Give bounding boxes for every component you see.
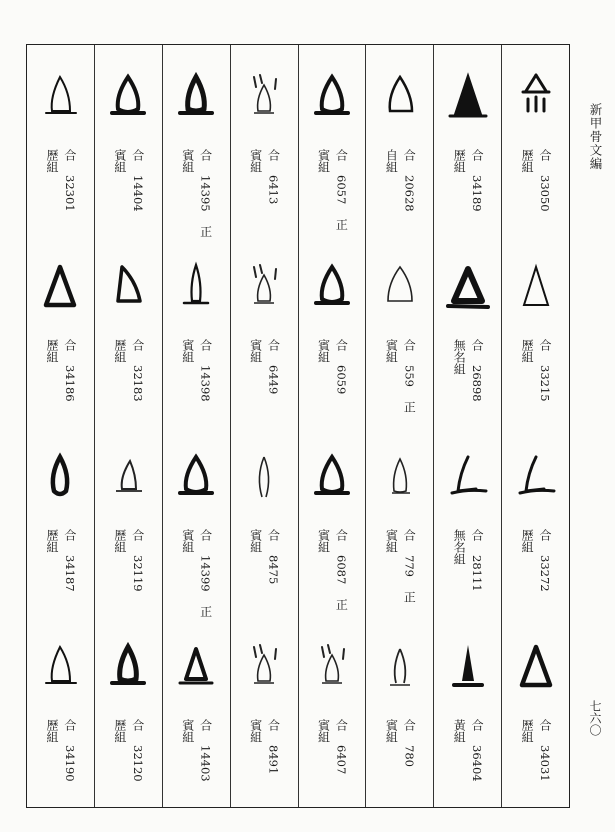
source-reference (267, 149, 280, 204)
source-number: 14398 (198, 365, 213, 402)
source-number: 34186 (62, 365, 77, 402)
source-prefix: 合 (198, 149, 213, 161)
oracle-glyph-icon (242, 71, 286, 123)
source-reference (199, 719, 212, 782)
source-number: 36404 (470, 745, 485, 782)
source-prefix: 合 (62, 339, 77, 351)
oracle-glyph-icon (106, 641, 150, 693)
source-prefix: 合 (470, 719, 485, 731)
source-reference (335, 339, 348, 394)
source-prefix: 合 (266, 719, 281, 731)
table-column (94, 45, 162, 807)
source-prefix: 合 (130, 339, 145, 351)
glyph-entry (163, 239, 230, 429)
oracle-glyph-icon (106, 451, 150, 503)
group-label: 賓組 (112, 149, 127, 173)
source-prefix: 合 (538, 339, 552, 351)
glyph-entry (27, 239, 94, 429)
source-prefix: 合 (470, 149, 485, 161)
group-label: 賓組 (248, 529, 263, 553)
oracle-glyph-icon (514, 261, 558, 313)
group-label: 賓組 (316, 339, 331, 363)
source-prefix: 合 (402, 529, 417, 541)
oracle-glyph-icon (378, 71, 422, 123)
table-column (27, 45, 94, 807)
glyph-entry (366, 49, 433, 239)
group-label: 歷組 (45, 529, 59, 553)
glyph-entry (502, 49, 569, 239)
group-label: 賓組 (384, 529, 399, 553)
group-label: 歷組 (45, 149, 59, 173)
source-number: 14395 (198, 175, 213, 212)
source-prefix: 合 (198, 719, 213, 731)
source-prefix: 合 (402, 149, 417, 161)
source-prefix: 合 (130, 529, 145, 541)
book-title: 新甲骨文編 (588, 103, 603, 171)
glyph-entry (299, 429, 366, 619)
oracle-glyph-icon (38, 261, 82, 313)
source-reference (131, 149, 144, 212)
glyph-entry (163, 49, 230, 239)
table-column (433, 45, 501, 807)
source-number: 6087 (334, 555, 349, 585)
glyph-entry (502, 619, 569, 809)
source-prefix: 合 (470, 529, 485, 541)
glyph-entry (299, 619, 366, 809)
source-number: 34189 (470, 175, 485, 212)
source-number: 6059 (334, 365, 349, 395)
group-label: 歷組 (452, 149, 467, 173)
source-number: 32301 (62, 175, 77, 212)
oracle-glyph-icon (446, 641, 490, 693)
source-suffix: 正 (334, 218, 349, 231)
source-number: 779 (402, 555, 417, 577)
glyph-entry (434, 619, 501, 809)
glyph-entry (434, 49, 501, 239)
source-reference (471, 149, 484, 212)
source-prefix: 合 (538, 149, 552, 161)
source-reference (335, 149, 348, 230)
glyph-entry (95, 619, 162, 809)
group-label: 歷組 (520, 339, 535, 363)
source-number: 780 (402, 745, 417, 767)
source-suffix: 正 (402, 590, 417, 603)
glyph-entry (299, 239, 366, 429)
oracle-glyph-icon (242, 641, 286, 693)
glyph-entry (366, 239, 433, 429)
source-reference (471, 339, 484, 402)
source-number: 14399 (198, 555, 213, 592)
source-reference (335, 529, 348, 610)
source-number: 33272 (538, 555, 552, 592)
source-number: 6057 (334, 175, 349, 205)
group-label: 歷組 (45, 719, 59, 743)
source-reference (63, 529, 76, 592)
oracle-glyph-icon (106, 261, 150, 313)
source-number: 26898 (470, 365, 485, 402)
source-number: 32183 (130, 365, 145, 402)
source-prefix: 合 (334, 719, 349, 731)
source-reference (199, 149, 212, 238)
glyph-entry (434, 239, 501, 429)
source-prefix: 合 (538, 529, 552, 541)
oracle-glyph-icon (514, 71, 558, 123)
source-reference (199, 529, 212, 618)
glyph-entry (163, 429, 230, 619)
source-reference (267, 529, 280, 584)
source-suffix: 正 (402, 400, 417, 413)
source-reference (403, 529, 416, 603)
group-label: 歷組 (112, 529, 127, 553)
source-prefix: 合 (334, 529, 349, 541)
group-label: 黃組 (452, 719, 467, 743)
source-prefix: 合 (266, 149, 281, 161)
oracle-glyph-icon (310, 451, 354, 503)
source-reference (63, 149, 76, 212)
oracle-glyph-icon (106, 71, 150, 123)
group-label: 無名組 (452, 339, 467, 375)
source-number: 6449 (266, 365, 281, 395)
group-label: 無名組 (452, 529, 467, 565)
page-number: 七六〇 (588, 700, 602, 736)
glyph-entry (299, 49, 366, 239)
glyph-entry (27, 429, 94, 619)
oracle-glyph-icon (310, 641, 354, 693)
group-label: 賓組 (316, 529, 331, 553)
source-number: 559 (402, 365, 417, 387)
source-number: 6407 (334, 745, 349, 775)
source-number: 20628 (402, 175, 417, 212)
group-label: 歷組 (520, 529, 535, 553)
group-label: 賓組 (384, 339, 399, 363)
source-prefix: 合 (130, 719, 145, 731)
source-number: 34187 (62, 555, 77, 592)
source-reference (403, 339, 416, 413)
source-prefix: 合 (62, 719, 77, 731)
group-label: 賓組 (180, 149, 195, 173)
source-number: 8475 (266, 555, 281, 585)
source-reference (335, 719, 348, 774)
oracle-glyph-icon (174, 261, 218, 313)
source-prefix: 合 (402, 719, 417, 731)
source-number: 28111 (470, 555, 485, 592)
glyph-entry (163, 619, 230, 809)
source-number: 14404 (130, 175, 145, 212)
source-number: 32120 (130, 745, 145, 782)
glyph-table (26, 44, 570, 808)
source-reference (267, 339, 280, 394)
glyph-entry (95, 429, 162, 619)
oracle-glyph-icon (38, 451, 82, 503)
oracle-glyph-icon (310, 71, 354, 123)
source-prefix: 合 (402, 339, 417, 351)
table-column (162, 45, 230, 807)
glyph-entry (95, 239, 162, 429)
group-label: 賓組 (316, 719, 331, 743)
glyph-entry (502, 429, 569, 619)
source-reference (539, 149, 552, 212)
source-prefix: 合 (470, 339, 485, 351)
source-suffix: 正 (334, 598, 349, 611)
source-number: 8491 (266, 745, 281, 775)
source-reference (471, 719, 484, 782)
source-number: 32119 (130, 555, 145, 592)
group-label: 賓組 (384, 719, 399, 743)
glyph-entry (231, 619, 298, 809)
group-label: 賓組 (180, 529, 195, 553)
oracle-glyph-icon (38, 71, 82, 123)
glyph-entry (231, 429, 298, 619)
source-prefix: 合 (130, 149, 145, 161)
source-prefix: 合 (198, 339, 213, 351)
oracle-glyph-icon (446, 451, 490, 503)
source-reference (63, 719, 76, 782)
glyph-entry (502, 239, 569, 429)
table-column (298, 45, 366, 807)
source-reference (539, 529, 552, 592)
glyph-entry (366, 429, 433, 619)
oracle-glyph-icon (514, 641, 558, 693)
glyph-entry (27, 619, 94, 809)
source-reference (403, 719, 416, 767)
group-label: 自組 (384, 149, 399, 173)
group-label: 歷組 (112, 719, 127, 743)
source-prefix: 合 (334, 339, 349, 351)
glyph-entry (366, 619, 433, 809)
oracle-glyph-icon (242, 451, 286, 503)
source-reference (131, 339, 144, 402)
oracle-glyph-icon (378, 261, 422, 313)
group-label: 賓組 (180, 719, 195, 743)
source-reference (267, 719, 280, 774)
source-prefix: 合 (62, 149, 77, 161)
glyph-entry (95, 49, 162, 239)
group-label: 歷組 (520, 719, 535, 743)
oracle-glyph-icon (38, 641, 82, 693)
glyph-entry (231, 49, 298, 239)
group-label: 歷組 (520, 149, 535, 173)
group-label: 賓組 (248, 719, 263, 743)
table-column (230, 45, 298, 807)
group-label: 歷組 (45, 339, 59, 363)
group-label: 歷組 (112, 339, 127, 363)
source-prefix: 合 (266, 339, 281, 351)
source-reference (471, 529, 484, 592)
source-prefix: 合 (266, 529, 281, 541)
oracle-glyph-icon (174, 641, 218, 693)
source-reference (131, 719, 144, 782)
glyph-entry (27, 49, 94, 239)
source-reference (539, 719, 552, 782)
source-suffix: 正 (198, 225, 213, 238)
oracle-glyph-icon (174, 71, 218, 123)
source-reference (131, 529, 144, 592)
table-column (365, 45, 433, 807)
source-reference (539, 339, 552, 402)
source-number: 6413 (266, 175, 281, 205)
oracle-glyph-icon (378, 451, 422, 503)
oracle-glyph-icon (378, 641, 422, 693)
source-reference (63, 339, 76, 402)
oracle-glyph-icon (242, 261, 286, 313)
source-prefix: 合 (538, 719, 552, 731)
source-reference (403, 149, 416, 212)
source-suffix: 正 (198, 605, 213, 618)
source-number: 14403 (198, 745, 213, 782)
source-reference (199, 339, 212, 402)
glyph-entry (434, 429, 501, 619)
source-prefix: 合 (198, 529, 213, 541)
group-label: 賓組 (180, 339, 195, 363)
glyph-entry (231, 239, 298, 429)
group-label: 賓組 (248, 149, 263, 173)
oracle-glyph-icon (174, 451, 218, 503)
source-number: 34190 (62, 745, 77, 782)
oracle-glyph-icon (310, 261, 354, 313)
source-number: 33215 (538, 365, 552, 402)
group-label: 賓組 (316, 149, 331, 173)
source-number: 33050 (538, 175, 552, 212)
source-prefix: 合 (334, 149, 349, 161)
group-label: 賓組 (248, 339, 263, 363)
source-prefix: 合 (62, 529, 77, 541)
oracle-glyph-icon (446, 71, 490, 123)
oracle-glyph-icon (514, 451, 558, 503)
source-number: 34031 (538, 745, 552, 782)
oracle-glyph-icon (446, 261, 490, 313)
table-column (501, 45, 569, 807)
